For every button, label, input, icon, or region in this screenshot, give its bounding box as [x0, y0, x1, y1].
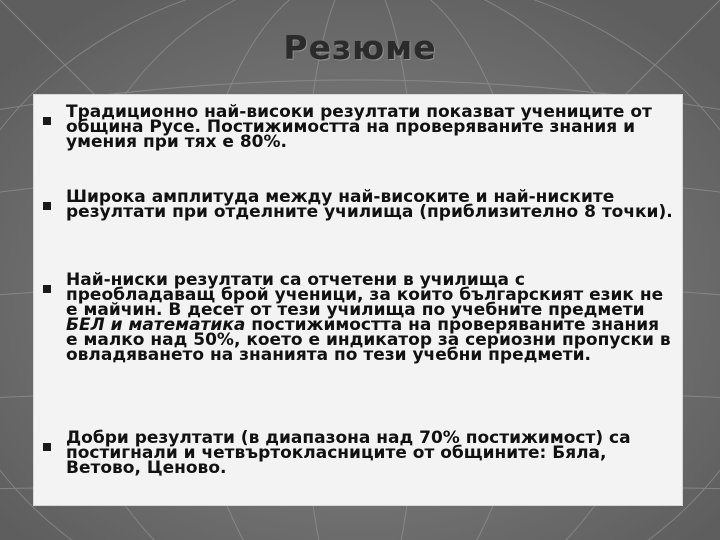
content-panel [33, 94, 683, 506]
square-bullet-icon [43, 202, 51, 210]
bullet-text-3 [66, 270, 676, 365]
bullet-text-3-italic: БЕЛ и математика [66, 315, 246, 335]
bullet-text-1: Традиционно най-високи резултати показват учениците от община Русе. Постижимостта на проверяваните знания и умения при тях е 80%. [66, 102, 652, 152]
square-bullet-icon [43, 443, 51, 451]
slide-title: Резюме [283, 28, 437, 67]
square-bullet-icon [43, 285, 51, 293]
bullet-text-3-part-2: постижимостта на проверяваните знания е малко над 50%, което е индикатор за сериозни пропуски в овладяването на знанията по тези учебни предмети. [66, 315, 671, 365]
square-bullet-icon [43, 117, 51, 125]
bullet-text-2: Широка амплитуда между най-високите и най-ниските резултати при отделните училища (приблизително 8 точки). [66, 187, 673, 222]
bullet-text-4: Добри резултати (в диапазона над 70% постижимост) са постигнали и четвъртокласниците от общините: Бяла, Ветово, Ценово. [66, 428, 631, 478]
bullet-text-3-part-1: Най-ниски резултати са отчетени в училища с преобладаващ брой ученици, за които българският език не е майчин. В десет от тези училища по учебните предмети [66, 270, 664, 320]
